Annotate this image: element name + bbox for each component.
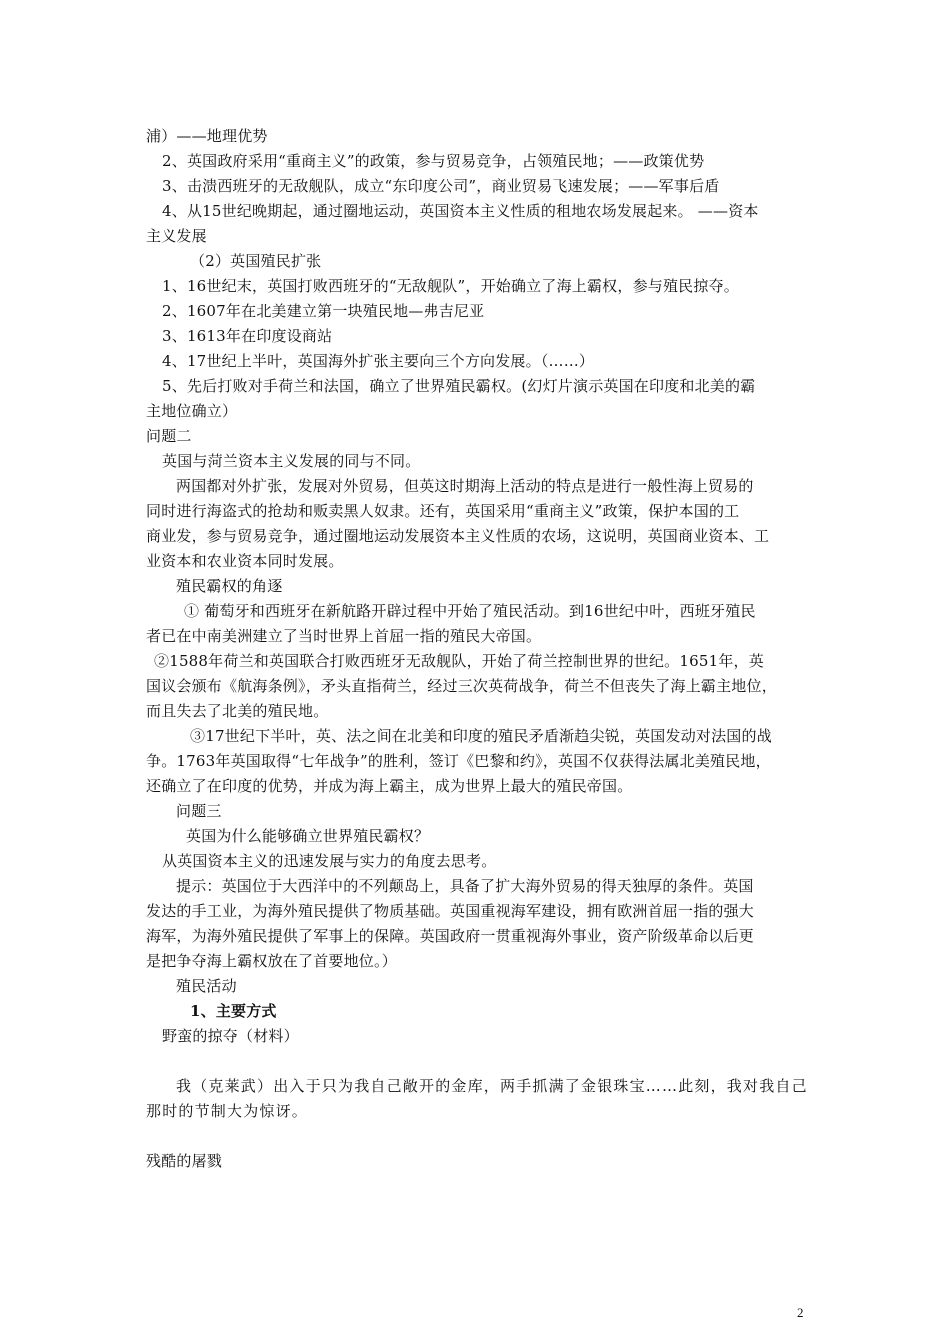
text-line: ③17世纪下半叶，英、法之间在北美和印度的殖民矛盾渐趋尖锐，英国发动对法国的战 — [190, 727, 772, 745]
question-heading: 问题三 — [176, 802, 222, 820]
text-line: 而且失去了北美的殖民地。 — [146, 702, 329, 720]
text-line: 4、17世纪上半叶，英国海外扩张主要向三个方向发展。（……） — [162, 352, 595, 370]
bold-subheading: 1、主要方式 — [190, 1002, 277, 1020]
text-line: 海军，为海外殖民提供了军事上的保障。英国政府一贯重视海外事业，资产阶级革命以后更 — [146, 927, 755, 945]
section-heading: （2）英国殖民扩张 — [190, 252, 322, 270]
text-line: 还确立了在印度的优势，并成为海上霸主，成为世界上最大的殖民帝国。 — [146, 777, 633, 795]
text-line: 主地位确立） — [146, 402, 238, 420]
page-number: 2 — [797, 1305, 804, 1320]
text-line: 从英国资本主义的迅速发展与实力的角度去思考。 — [162, 852, 497, 870]
text-line: 是把争夺海上霸权放在了首要地位。） — [146, 952, 397, 970]
text-line: 发达的手工业，为海外殖民提供了物质基础。英国重视海军建设，拥有欧洲首屈一指的强大 — [146, 902, 755, 920]
text-line: 残酷的屠戮 — [146, 1152, 223, 1170]
text-line: 2、1607年在北美建立第一块殖民地—弗吉尼亚 — [162, 302, 485, 320]
text-line: 商业发，参与贸易竞争，通过圈地运动发展资本主义性质的农场，这说明，英国商业资本、工 — [146, 527, 770, 545]
question-heading: 问题二 — [146, 427, 192, 445]
text-line: 者已在中南美洲建立了当时世界上首屈一指的殖民大帝国。 — [146, 627, 542, 645]
text-line: 3、击溃西班牙的无敌舰队，成立“东印度公司”，商业贸易飞速发展；——军事后盾 — [162, 177, 720, 195]
text-line: 2、英国政府采用“重商主义”的政策，参与贸易竞争，占领殖民地；——政策优势 — [162, 152, 705, 170]
text-line: 英国为什么能够确立世界殖民霸权？ — [186, 827, 430, 845]
text-line: 同时进行海盗式的抢劫和贩卖黑人奴隶。还有，英国采用“重商主义”政策，保护本国的工 — [146, 502, 740, 520]
text-line: 主义发展 — [146, 227, 207, 245]
text-line: 野蛮的掠夺（材料） — [162, 1027, 299, 1045]
text-line: ① 葡萄牙和西班牙在新航路开辟过程中开始了殖民活动。到16世纪中叶，西班牙殖民 — [184, 602, 756, 620]
text-line: 两国都对外扩张，发展对外贸易，但英这时期海上活动的特点是进行一般性海上贸易的 — [176, 477, 754, 495]
quote-line: 那时的节制大为惊讶。 — [146, 1102, 309, 1120]
text-line: 5、先后打败对手荷兰和法国，确立了世界殖民霸权。(幻灯片演示英国在印度和北美的霸 — [162, 377, 756, 395]
quote-line: 我（克莱武）出入于只为我自己敞开的金库，两手抓满了金银珠宝……此刻，我对我自己 — [176, 1077, 808, 1095]
text-line: 浦）——地理优势 — [146, 127, 268, 145]
text-line: 4、从15世纪晚期起，通过圈地运动，英国资本主义性质的租地农场发展起来。 ——资本 — [162, 202, 759, 220]
text-line: 英国与菏兰资本主义发展的同与不同。 — [162, 452, 421, 470]
section-heading: 殖民霸权的角逐 — [176, 577, 283, 595]
text-line: ②1588年荷兰和英国联合打败西班牙无敌舰队，开始了荷兰控制世界的世纪。1651年，英 — [154, 652, 764, 670]
text-line: 业资本和农业资本同时发展。 — [146, 552, 344, 570]
text-line: 3、1613年在印度设商站 — [162, 327, 333, 345]
text-line: 争。1763年英国取得“七年战争”的胜利，签订《巴黎和约》，英国不仅获得法属北美殖民地， — [146, 752, 771, 770]
section-heading: 殖民活动 — [176, 977, 237, 995]
text-line: 提示：英国位于大西洋中的不列颠岛上，具备了扩大海外贸易的得天独厚的条件。英国 — [176, 877, 754, 895]
text-line: 国议会颁布《航海条例》，矛头直指荷兰，经过三次英荷战争，荷兰不但丧失了海上霸主地位， — [146, 677, 777, 695]
text-line: 1、16世纪末，英国打败西班牙的“无敌舰队”，开始确立了海上霸权，参与殖民掠夺。 — [162, 277, 739, 295]
